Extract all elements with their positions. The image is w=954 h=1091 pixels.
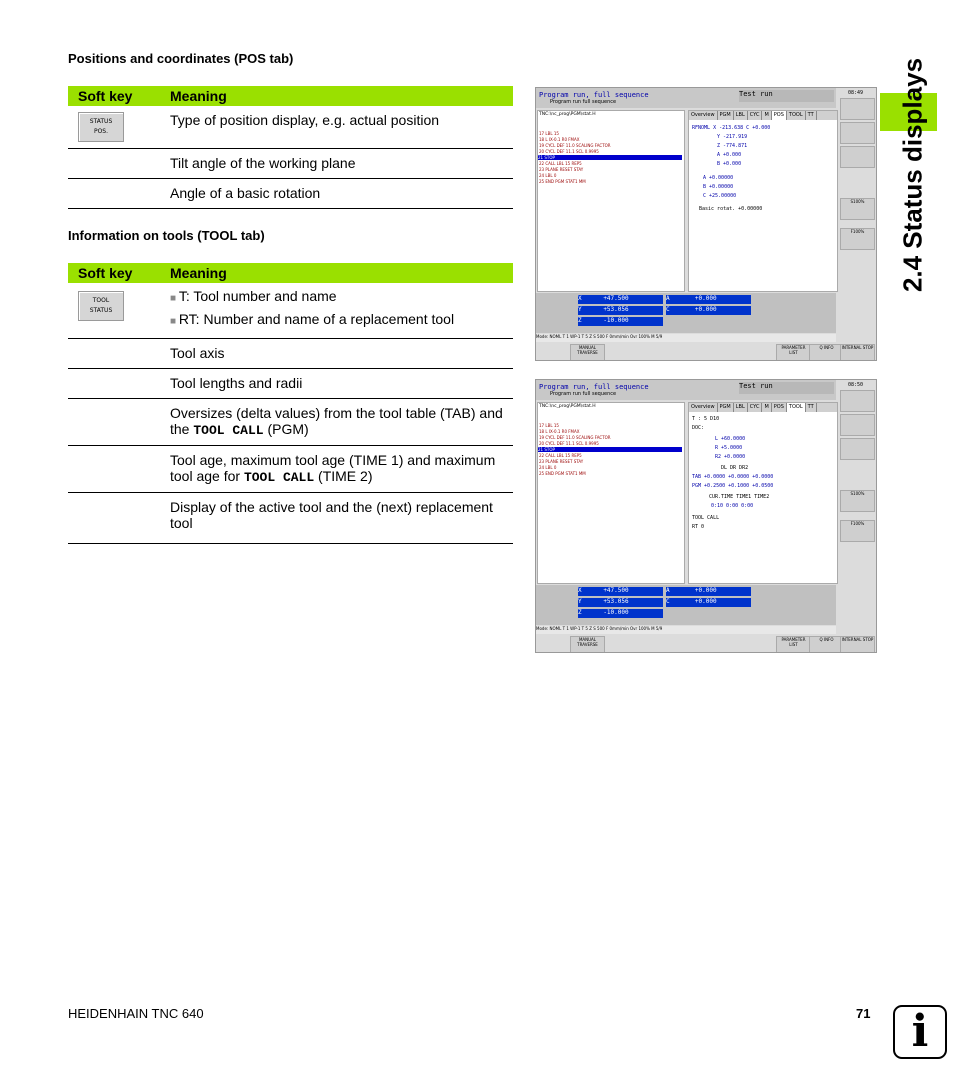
mode-subtitle: Program run full sequence [550, 99, 617, 105]
program-line-selected: 21 STOP [538, 155, 682, 160]
side-softkey[interactable] [840, 98, 875, 120]
softkey-cell [68, 179, 170, 209]
program-line: 19 CYCL DEF 11.0 SCALING FACTOR [539, 143, 611, 148]
status-panel [688, 402, 838, 584]
tab-tool[interactable]: TOOL [787, 111, 806, 120]
meaning-cell [170, 106, 513, 149]
tab-cyc[interactable]: CYC [748, 111, 763, 120]
side-softkey[interactable] [840, 390, 875, 412]
status-line: Mode: NOML T 1 WP-1 T 5 Z S 500 F 0mm/min Ovr 100% M 5/9 [536, 334, 836, 342]
pos-line: Y -217.919 [717, 134, 748, 140]
program-line: 24 LBL 0 [539, 173, 557, 178]
program-line: 22 CALL LBL 15 REP5 [539, 453, 582, 458]
axis-x: X +47.500 [578, 587, 663, 596]
meaning-cell [170, 179, 513, 209]
replacement-tool-line: RT 0 [692, 524, 705, 530]
time-header: CUR.TIME TIME1 TIME2 [709, 494, 770, 500]
pos-softkey-table [68, 86, 513, 209]
delta-tab-line: TAB +0.0000 +0.0000 +0.0000 [692, 474, 774, 480]
col-meaning: Meaning [170, 263, 513, 283]
tab-tt[interactable]: TT [806, 403, 817, 412]
program-panel [537, 402, 685, 584]
test-run-mode: Test run [739, 382, 834, 394]
meaning-cell [170, 149, 513, 179]
parameter-list-softkey[interactable]: PARAMETER LIST [776, 344, 811, 361]
code-text: TOOL CALL [243, 470, 315, 485]
q-info-softkey[interactable]: Q INFO [809, 344, 844, 361]
tool-line: DOC: [692, 425, 705, 431]
program-line-selected: 21 STOP [538, 447, 682, 452]
tab-pgm[interactable]: PGM [718, 111, 734, 120]
softkey-line: TOOL [92, 297, 110, 304]
tab-m[interactable]: M [762, 111, 771, 120]
tool-section-heading: Information on tools (TOOL tab) [68, 228, 265, 243]
meaning-text: Oversizes (delta values) from the tool table (TAB) and the [170, 405, 503, 437]
clock: 08:50 [848, 382, 864, 388]
tool-status-softkey[interactable] [78, 291, 124, 321]
program-path: TNC:\nc_prog\PGM\stat.H [539, 112, 596, 117]
tool-line: T : 5 D10 [692, 416, 720, 422]
mode-title: Program run, full sequence [539, 383, 649, 391]
info-glyph: i [911, 1006, 929, 1057]
side-softkey[interactable] [840, 122, 875, 144]
delta-header: DL DR DR2 [721, 465, 749, 471]
softkey-cell [68, 149, 170, 179]
tool-length-line: R2 +0.0000 [715, 454, 746, 460]
feed-override-softkey[interactable]: F100% [840, 520, 875, 542]
chapter-title: 2.4 Status displays [897, 57, 928, 293]
position-display [536, 585, 836, 625]
basic-rotation-line: Basic rotat. +0.00000 [699, 206, 763, 212]
screen-header [536, 88, 836, 108]
q-info-softkey[interactable]: Q INFO [809, 636, 844, 653]
program-line: 18 L IX-0.1 R0 FMAX [539, 137, 580, 142]
time-values: 0:10 0:00 0:00 [711, 503, 754, 509]
program-line: 17 LBL 15 [539, 131, 559, 136]
meaning-text: Tool axis [170, 345, 225, 361]
internal-stop-softkey[interactable]: INTERNAL STOP [840, 344, 875, 361]
spindle-override-softkey[interactable]: S100% [840, 198, 875, 220]
pos-line: A +0.000 [717, 152, 742, 158]
tab-tool[interactable]: TOOL [787, 403, 806, 412]
meaning-cell [170, 339, 513, 369]
clock: 08:49 [848, 90, 864, 96]
spindle-override-softkey[interactable]: S100% [840, 490, 875, 512]
tool-softkey-table [68, 263, 513, 544]
status-tabs [689, 111, 837, 120]
meaning-text: Tool age, maximum tool age (TIME 1) and maximum tool age for [170, 452, 496, 484]
softkey-cell [68, 339, 170, 369]
meaning-text: (PGM) [263, 421, 309, 437]
program-line: 25 END PGM STAT1 MM [539, 179, 586, 184]
program-line: 17 LBL 15 [539, 423, 559, 428]
axis-c: C +0.000 [666, 598, 751, 607]
side-softkey[interactable] [840, 438, 875, 460]
axis-c: C +0.000 [666, 306, 751, 315]
mode-subtitle: Program run full sequence [550, 391, 617, 397]
meaning-cell [170, 399, 513, 446]
tilt-line: C +25.00000 [703, 193, 737, 199]
pos-line: Z -774.871 [717, 143, 748, 149]
bullet-item: ■ RT: Number and name of a replacement tool [170, 309, 513, 332]
side-softkey[interactable] [840, 414, 875, 436]
tab-pgm[interactable]: PGM [718, 403, 734, 412]
program-line: 22 CALL LBL 15 REP5 [539, 161, 582, 166]
softkey-cell [68, 369, 170, 399]
tilt-line: A +0.00000 [703, 175, 734, 181]
internal-stop-softkey[interactable]: INTERNAL STOP [840, 636, 875, 653]
axis-a: A +0.000 [666, 587, 751, 596]
axis-x: X +47.500 [578, 295, 663, 304]
tab-tt[interactable]: TT [806, 111, 817, 120]
col-meaning: Meaning [170, 86, 513, 106]
meaning-cell [170, 283, 513, 339]
softkey-cell [68, 106, 170, 149]
meaning-text: (TIME 2) [314, 468, 373, 484]
tab-m[interactable]: M [762, 403, 771, 412]
status-panel [688, 110, 838, 292]
meaning-text: Tilt angle of the working plane [170, 155, 356, 171]
program-path: TNC:\nc_prog\PGM\stat.H [539, 404, 596, 409]
screen-header [536, 380, 836, 400]
tool-screenshot [535, 379, 877, 653]
pos-screenshot [535, 87, 877, 361]
program-line: 20 CYCL DEF 11.1 SCL 0.9995 [539, 441, 599, 446]
axis-y: Y +53.056 [578, 598, 663, 607]
status-tabs [689, 403, 837, 412]
softkey-cell [68, 283, 170, 339]
side-softkey[interactable] [840, 146, 875, 168]
softkey-cell [68, 399, 170, 446]
tool-length-line: L +60.0000 [715, 436, 746, 442]
axis-z: Z -10.000 [578, 317, 663, 326]
meaning-cell [170, 369, 513, 399]
feed-override-softkey[interactable]: F100% [840, 228, 875, 250]
program-line: 23 PLANE RESET STAY [539, 459, 584, 464]
tab-pos[interactable]: POS [772, 403, 787, 412]
col-softkey: Soft key [68, 263, 170, 283]
tilt-line: B +0.00000 [703, 184, 734, 190]
tool-call-line: TOOL CALL [692, 515, 720, 521]
position-display [536, 293, 836, 333]
axis-y: Y +53.056 [578, 306, 663, 315]
softkey-line: POS. [93, 128, 109, 135]
meaning-cell [170, 446, 513, 493]
tab-lbl[interactable]: LBL [734, 403, 748, 412]
tab-overview[interactable]: Overview [689, 403, 718, 412]
tab-lbl[interactable]: LBL [734, 111, 748, 120]
pos-line: B +0.000 [717, 161, 742, 167]
code-text: TOOL CALL [193, 423, 264, 438]
delta-pgm-line: PGM +0.2500 +0.1000 +0.0500 [692, 483, 774, 489]
softkey-line: STATUS [89, 118, 113, 125]
softkey-cell [68, 493, 170, 544]
status-pos-softkey[interactable] [78, 112, 124, 142]
tool-length-line: R +5.0000 [715, 445, 743, 451]
pos-section-heading: Positions and coordinates (POS tab) [68, 51, 294, 66]
softkey-cell [68, 446, 170, 493]
meaning-text: Display of the active tool and the (next) replacement tool [170, 499, 493, 531]
program-line: 25 END PGM STAT1 MM [539, 471, 586, 476]
manual-traverse-softkey[interactable]: MANUAL TRAVERSE [570, 344, 605, 361]
meaning-text: Angle of a basic rotation [170, 185, 321, 201]
program-line: 19 CYCL DEF 11.0 SCALING FACTOR [539, 435, 611, 440]
tab-cyc[interactable]: CYC [748, 403, 763, 412]
info-icon [893, 1005, 947, 1059]
axis-z: Z -10.000 [578, 609, 663, 618]
axis-a: A +0.000 [666, 295, 751, 304]
tab-overview[interactable]: Overview [689, 111, 718, 120]
footer-product: HEIDENHAIN TNC 640 [68, 1006, 204, 1021]
bullet-item: ■ T: Tool number and name [170, 286, 513, 309]
meaning-text: Type of position display, e.g. actual position [170, 112, 440, 128]
program-line: 18 L IX-0.1 R0 FMAX [539, 429, 580, 434]
meaning-text: Tool lengths and radii [170, 375, 303, 391]
mode-title: Program run, full sequence [539, 91, 649, 99]
page-number: 71 [856, 1006, 871, 1021]
test-run-mode: Test run [739, 90, 834, 102]
program-line: 23 PLANE RESET STAY [539, 167, 584, 172]
program-panel [537, 110, 685, 292]
manual-traverse-softkey[interactable]: MANUAL TRAVERSE [570, 636, 605, 653]
col-softkey: Soft key [68, 86, 170, 106]
program-line: 24 LBL 0 [539, 465, 557, 470]
meaning-cell [170, 493, 513, 544]
parameter-list-softkey[interactable]: PARAMETER LIST [776, 636, 811, 653]
tab-pos[interactable]: POS [772, 111, 787, 120]
pos-line: RFNOML X -213.638 C +0.000 [692, 125, 771, 131]
status-line: Mode: NOML T 1 WP-1 T 5 Z S 500 F 0mm/min Ovr 100% M 5/9 [536, 626, 836, 634]
program-line: 20 CYCL DEF 11.1 SCL 0.9995 [539, 149, 599, 154]
softkey-line: STATUS [89, 307, 113, 314]
